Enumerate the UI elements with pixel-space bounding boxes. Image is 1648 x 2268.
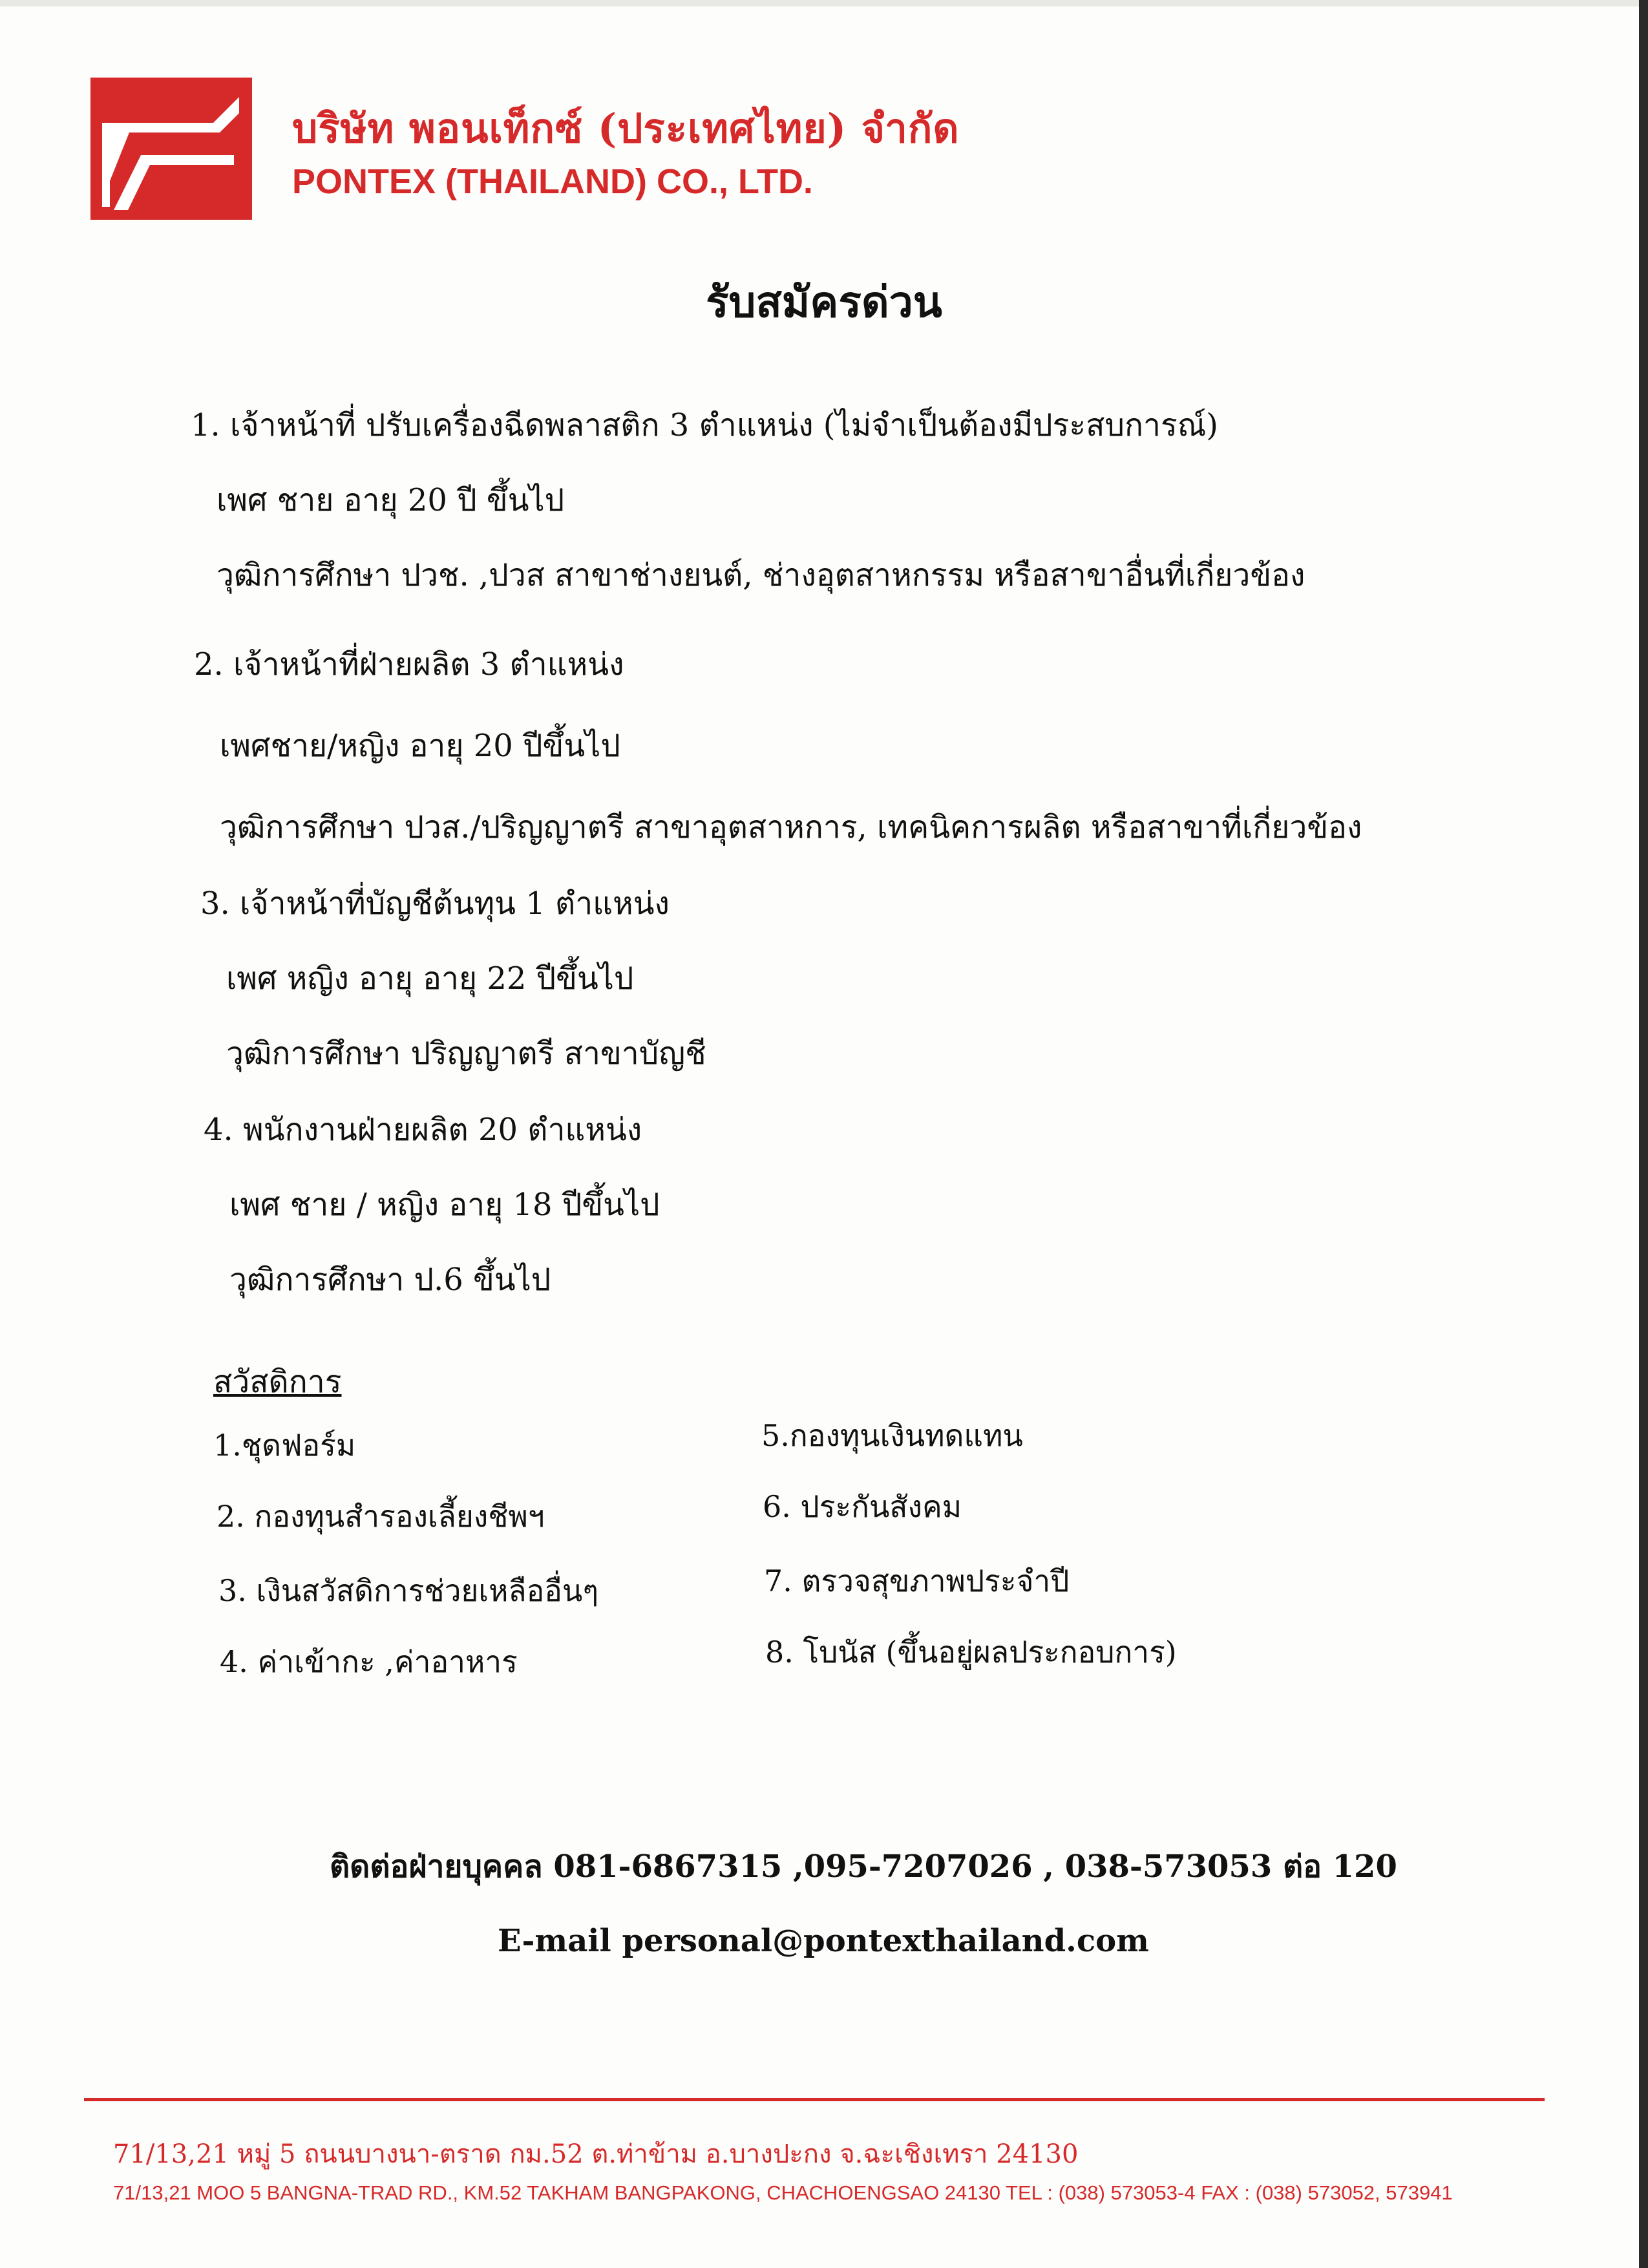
benefit-item: 3. เงินสวัสดิการช่วยเหลืออื่นๆ xyxy=(218,1573,599,1608)
benefit-item: 1.ชุดฟอร์ม xyxy=(213,1428,356,1463)
job-education: วุฒิการศึกษา ปริญญาตรี สาขาบัญชี xyxy=(226,1035,706,1072)
page-title: รับสมัครด่วน xyxy=(706,277,942,327)
job-education: วุฒิการศึกษา ปวส./ปริญญาตรี สาขาอุตสาหการ, เทคนิคการผลิต หรือสาขาที่เกี่ยวข้อง xyxy=(220,809,1362,845)
company-name-thai: บริษัท พอนเท็กซ์ (ประเทศไทย) จำกัด xyxy=(292,105,960,152)
job-gender-age: เพศ ชาย อายุ 20 ปี ขึ้นไป xyxy=(217,482,565,518)
job-heading: 1. เจ้าหน้าที่ ปรับเครื่องฉีดพลาสติก 3 ตำแหน่ง (ไม่จำเป็นต้องมีประสบการณ์) xyxy=(191,407,1218,443)
job-3 xyxy=(200,879,706,1078)
benefit-item: 2. กองทุนสำรองเลี้ยงชีพฯ xyxy=(217,1499,545,1534)
job-education: วุฒิการศึกษา ป.6 ขึ้นไป xyxy=(229,1262,551,1298)
benefit-item: 6. ประกันสังคม xyxy=(763,1489,962,1524)
job-4 xyxy=(204,1105,660,1304)
job-2 xyxy=(194,640,1362,852)
job-heading: 3. เจ้าหน้าที่บัญชีต้นทุน 1 ตำแหน่ง xyxy=(200,885,670,922)
scan-edge-right xyxy=(1639,0,1648,2268)
scan-edge-top xyxy=(0,0,1648,6)
footer-divider xyxy=(84,2098,1545,2101)
footer-address-thai: 71/13,21 หมู่ 5 ถนนบางนา-ตราด กม.52 ต.ท่าข้าม อ.บางปะกง จ.ฉะเชิงเทรา 24130 xyxy=(113,2139,1079,2169)
pontex-logo xyxy=(90,78,252,220)
benefit-item: 4. ค่าเข้ากะ ,ค่าอาหาร xyxy=(220,1644,518,1679)
benefit-item: 7. ตรวจสุขภาพประจำปี xyxy=(764,1563,1070,1598)
job-heading: 4. พนักงานฝ่ายผลิต 20 ตำแหน่ง xyxy=(204,1112,642,1148)
job-gender-age: เพศชาย/หญิง อายุ 20 ปีขึ้นไป xyxy=(220,728,620,764)
job-heading: 2. เจ้าหน้าที่ฝ่ายผลิต 3 ตำแหน่ง xyxy=(194,646,624,683)
job-education: วุฒิการศึกษา ปวช. ,ปวส สาขาช่างยนต์, ช่างอุตสาหกรรม หรือสาขาอื่นที่เกี่ยวข้อง xyxy=(217,557,1305,593)
footer-address-english: 71/13,21 MOO 5 BANGNA-TRAD RD., KM.52 TAKHAM BANGPAKONG, CHACHOENGSAO 24130 TEL : (038) 573053-4 FAX : (038) 573052, 573941 xyxy=(113,2181,1453,2204)
contact-email: E-mail personal@pontexthailand.com xyxy=(498,1923,1149,1959)
contact-line: ติดต่อฝ่ายบุคคล 081-6867315 ,095-7207026 , 038-573053 ต่อ 120 xyxy=(330,1849,1397,1885)
benefit-item: 5.กองทุนเงินทดแทน xyxy=(761,1418,1023,1453)
benefits-heading: สวัสดิการ xyxy=(213,1364,342,1400)
job-gender-age: เพศ ชาย / หญิง อายุ 18 ปีขึ้นไป xyxy=(229,1187,660,1223)
company-name-english: PONTEX (THAILAND) CO., LTD. xyxy=(292,162,813,201)
job-1 xyxy=(191,401,1305,600)
benefit-item: 8. โบนัส (ขึ้นอยู่ผลประกอบการ) xyxy=(765,1635,1177,1669)
job-gender-age: เพศ หญิง อายุ อายุ 22 ปีขึ้นไป xyxy=(226,960,634,997)
